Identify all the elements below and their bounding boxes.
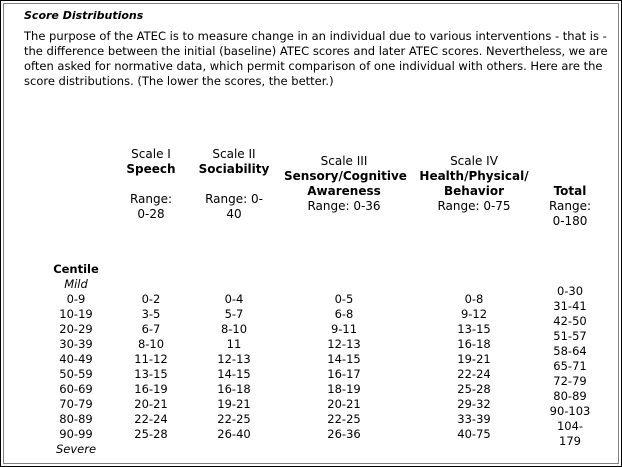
- cell-total: 31-41: [553, 299, 587, 313]
- scale-4-label: Scale IV: [450, 154, 498, 168]
- cell-health: 19-21: [457, 352, 491, 366]
- cell-total: 0-30: [556, 284, 584, 298]
- cell-centile: 90-99: [59, 427, 93, 441]
- cell-total: 104-: [556, 419, 584, 433]
- severe-label: Severe: [55, 442, 97, 456]
- cell-sensory: 14-15: [327, 352, 361, 366]
- cell-centile: 70-79: [59, 397, 93, 411]
- cell-sensory: 22-25: [327, 412, 361, 426]
- cell-speech: 6-7: [141, 322, 161, 336]
- total-range-b: 0-180: [552, 214, 588, 228]
- cell-total: 90-103: [549, 404, 591, 418]
- cell-sensory: 20-21: [327, 397, 361, 411]
- cell-centile: 10-19: [59, 307, 93, 321]
- cell-total: 72-79: [553, 374, 587, 388]
- cell-health: 33-39: [457, 412, 491, 426]
- scale-3-label: Scale III: [320, 154, 368, 168]
- scale-2-range-a: Range: 0-: [205, 192, 263, 206]
- intro-paragraph: The purpose of the ATEC is to measure change in an individual due to various interventions - that is - the difference between the initial (baseline) ATEC scores and later ATEC scores. Nevertheless, we are often asked for normative data, which permit comparison of one individual with others. Here are the score distributions. (The lower the scores, the better.): [24, 29, 608, 88]
- scale-1-label: Scale I: [131, 147, 171, 161]
- cell-speech: 16-19: [134, 382, 168, 396]
- scale-4-header: [417, 154, 531, 214]
- cell-health: 16-18: [457, 337, 491, 351]
- scale-2-name: Sociability: [198, 162, 270, 176]
- cell-sensory: 12-13: [327, 337, 361, 351]
- scale-2-range-b: 40: [226, 207, 242, 221]
- scale-3-name-a: Sensory/Cognitive: [284, 169, 407, 183]
- scale-3-name-b: Awareness: [307, 184, 381, 198]
- cell-speech: 25-28: [134, 427, 168, 441]
- cell-total: 42-50: [553, 314, 587, 328]
- cell-sociability: 12-13: [217, 352, 251, 366]
- cell-sensory: 0-5: [334, 292, 354, 306]
- cell-sensory: 18-19: [327, 382, 361, 396]
- cell-sensory: 26-36: [327, 427, 361, 441]
- cell-health: 40-75: [457, 427, 491, 441]
- cell-total: 51-57: [553, 329, 587, 343]
- scale-1-name: Speech: [126, 162, 176, 176]
- cell-health: 29-32: [457, 397, 491, 411]
- cell-sensory: 9-11: [330, 322, 358, 336]
- cell-sociability: 26-40: [217, 427, 251, 441]
- total-header: [540, 184, 600, 229]
- cell-sociability: 8-10: [220, 322, 248, 336]
- cell-centile: 0-9: [66, 292, 86, 306]
- cell-sociability: 19-21: [217, 397, 251, 411]
- cell-sensory: 6-8: [334, 307, 354, 321]
- cell-speech: 8-10: [137, 337, 165, 351]
- cell-total: 80-89: [553, 389, 587, 403]
- scale-1-range-b: 0-28: [137, 207, 165, 221]
- cell-total: 179: [559, 434, 581, 448]
- centile-label: Centile: [53, 262, 99, 276]
- cell-speech: 3-5: [141, 307, 161, 321]
- cell-health: 25-28: [457, 382, 491, 396]
- scale-3-range: Range: 0-36: [307, 199, 381, 213]
- scale-4-range: Range: 0-75: [437, 199, 511, 213]
- scale-2-label: Scale II: [212, 147, 256, 161]
- cell-speech: 20-21: [134, 397, 168, 411]
- cell-centile: 80-89: [59, 412, 93, 426]
- scale-3-header: [284, 154, 407, 214]
- cell-speech: 13-15: [134, 367, 168, 381]
- cell-centile: 20-29: [59, 322, 93, 336]
- cell-sensory: 16-17: [327, 367, 361, 381]
- scale-1-header: [118, 147, 184, 222]
- total-range-a: Range:: [548, 199, 592, 213]
- cell-sociability: 16-18: [217, 382, 251, 396]
- scale-2-header: [198, 147, 270, 222]
- cell-speech: 11-12: [134, 352, 168, 366]
- total-name: Total: [553, 184, 587, 198]
- cell-health: 22-24: [457, 367, 491, 381]
- cell-centile: 50-59: [59, 367, 93, 381]
- cell-centile: 40-49: [59, 352, 93, 366]
- cell-health: 0-8: [464, 292, 484, 306]
- cell-sociability: 11: [226, 337, 242, 351]
- mild-label: Mild: [64, 277, 88, 291]
- cell-sociability: 0-4: [224, 292, 244, 306]
- cell-centile: 30-39: [59, 337, 93, 351]
- cell-speech: 0-2: [141, 292, 161, 306]
- cell-sociability: 14-15: [217, 367, 251, 381]
- scale-4-name-b: Behavior: [443, 184, 505, 198]
- cell-health: 13-15: [457, 322, 491, 336]
- scale-1-range-a: Range:: [129, 192, 173, 206]
- cell-total: 65-71: [553, 359, 587, 373]
- cell-speech: 22-24: [134, 412, 168, 426]
- cell-health: 9-12: [460, 307, 488, 321]
- cell-total: 58-64: [553, 344, 587, 358]
- cell-sociability: 5-7: [224, 307, 244, 321]
- scale-4-name-a: Health/Physical/: [419, 169, 529, 183]
- section-heading: Score Distributions: [24, 9, 144, 22]
- cell-centile: 60-69: [59, 382, 93, 396]
- cell-sociability: 22-25: [217, 412, 251, 426]
